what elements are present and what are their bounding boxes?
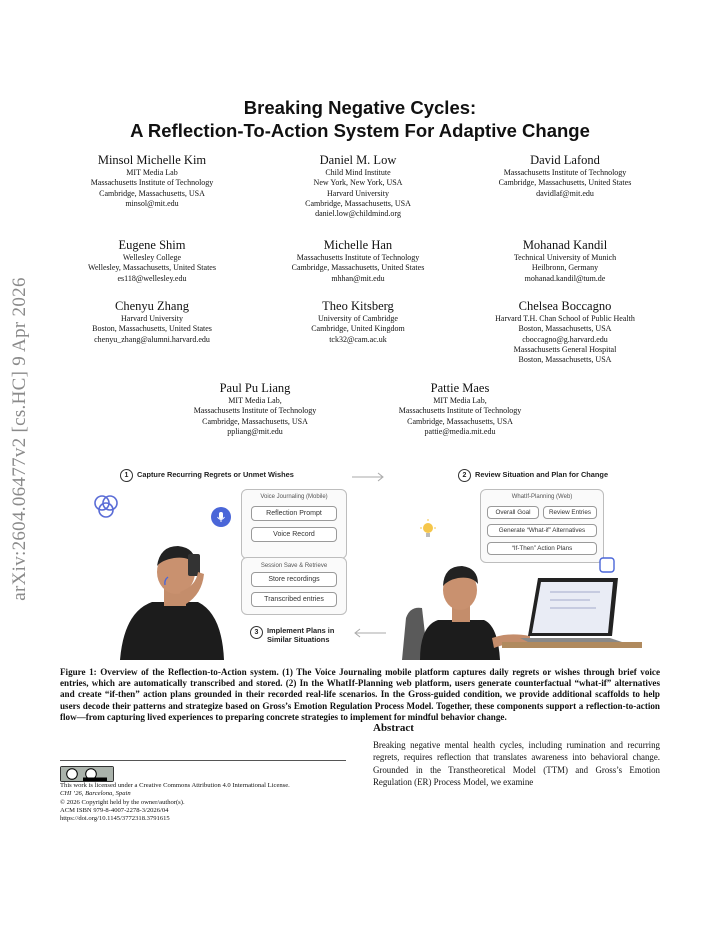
figure-caption: Figure 1: Overview of the Reflection-to-Action system. (1) The Voice Journaling mobile platform captures daily regrets or wishes through brief voice entries, which are automatically transcribed and stored. (2) In the WhatIf-Planning web platform, users generate counterfactual “what-if” alternatives and create “if-then” action plans grounded in their recorded real-life scenarios. In the Gross-guided condition, we provide additional scaffolds to help users decode their patterns and strategize based on Gross’s Emotion Regulation Process Model. Together, these components support a reflection-to-action flow—from capturing lived experiences to preparing concrete strategies to implement for mindful behavior change.: [60, 667, 660, 722]
paper-title-line1: Breaking Negative Cycles:: [243, 97, 477, 118]
author-block: [253, 299, 463, 345]
author-affiliation-line: Boston, Massachusetts, USA: [518, 324, 612, 334]
author-affiliation-line: Child Mind Institute: [325, 168, 391, 177]
doi-link[interactable]: https://doi.org/10.1145/3772318.3791615: [60, 815, 170, 823]
author-name: Theo Kitsberg: [322, 299, 394, 313]
arxiv-identifier: arXiv:2604.06477v2 [cs.HC] 9 Apr 2026: [9, 277, 30, 601]
author-name: Michelle Han: [323, 238, 393, 252]
author-name: Mohanad Kandil: [522, 238, 608, 252]
microphone-icon: [211, 507, 231, 527]
author-affiliation-line: MIT Media Lab: [126, 168, 178, 177]
author-affiliation-line: MIT Media Lab,: [433, 396, 487, 405]
author-affiliation-line: Cambridge, Massachusetts, USA: [407, 416, 513, 426]
author-name: Eugene Shim: [118, 238, 186, 252]
author-affiliation-line: Massachusetts Institute of Technology: [296, 253, 420, 262]
author-block: [47, 299, 257, 345]
session-save-header: Session Save & Retrieve: [260, 563, 328, 569]
author-affiliation-line: Cambridge, United Kingdom: [311, 324, 405, 334]
author-affiliation-line: daniel.low@childmind.org: [315, 209, 401, 219]
author-affiliation-line: Wellesley, Massachusetts, United States: [88, 263, 216, 273]
author-affiliation-line: Harvard University: [121, 314, 183, 323]
author-name: David Lafond: [530, 153, 600, 167]
author-block: [253, 238, 463, 284]
acm-isbn: ACM ISBN 979-8-4007-2278-3/2026/04: [60, 806, 169, 814]
author-affiliation-line: Cambridge, Massachusetts, United States: [291, 263, 425, 273]
license-statement: This work is licensed under a Creative Commons Attribution 4.0 International License.: [60, 782, 290, 789]
review-entries-box: Review Entries: [543, 506, 597, 519]
author-affiliation-line: Boston, Massachusetts, USA: [518, 355, 612, 365]
store-recordings-box: Store recordings: [251, 572, 337, 587]
author-affiliation-line: es118@wellesley.edu: [117, 273, 187, 283]
session-save-panel: [241, 557, 347, 615]
brain-network-icon: [92, 492, 120, 520]
step-1-number: 1: [120, 469, 133, 482]
author-affiliation-line: Wellesley College: [122, 253, 182, 262]
author-affiliation-line: minsol@mit.edu: [125, 198, 179, 208]
person-at-laptop-illustration: [400, 528, 645, 660]
transcribed-entries-box: Transcribed entries: [251, 592, 337, 607]
author-block: [47, 153, 257, 209]
author-affiliation-line: mohanad.kandil@tum.de: [524, 273, 606, 283]
author-affiliation-line: MIT Media Lab,: [228, 396, 282, 405]
generate-whatif-box: Generate “What-if” Alternatives: [487, 524, 597, 537]
author-name: Daniel M. Low: [319, 153, 397, 167]
author-affiliation-line: pattie@media.mit.edu: [424, 426, 496, 436]
paper-title-line2: A Reflection-To-Action System For Adaptive Change: [130, 120, 590, 141]
author-affiliation-line: ppliang@mit.edu: [227, 426, 283, 436]
license-divider: [60, 760, 346, 761]
step-3-text-line1: Implement Plans in: [267, 626, 335, 635]
whatif-planning-header: WhatIf-Planning (Web): [511, 494, 573, 500]
author-affiliation-line: Massachusetts Institute of Technology: [193, 406, 317, 416]
author-affiliation-line: Cambridge, Massachusetts, USA: [202, 416, 308, 426]
voice-record-box: Voice Record: [251, 527, 337, 542]
abstract-heading: Abstract: [373, 722, 414, 734]
author-affiliation-line: Boston, Massachusetts, United States: [92, 324, 212, 334]
person-with-phone-illustration: [110, 532, 230, 660]
conference-venue: CHI ’26, Barcelona, Spain: [60, 790, 131, 798]
figure-1: [60, 462, 660, 660]
author-affiliation-line: Cambridge, Massachusetts, USA: [99, 188, 205, 198]
author-affiliation-line: tck32@cam.ac.uk: [329, 334, 387, 344]
author-affiliation-line: Cambridge, Massachusetts, United States: [498, 178, 632, 188]
license-block: [60, 782, 360, 823]
author-affiliation-line: Cambridge, Massachusetts, USA: [305, 198, 411, 208]
arrow-right-icon: [352, 472, 386, 482]
author-affiliation-line: New York, New York, USA: [313, 178, 403, 188]
step-2-number: 2: [458, 469, 471, 482]
author-block: [460, 238, 670, 284]
creative-commons-badge: [60, 766, 114, 782]
author-name: Paul Pu Liang: [219, 381, 291, 395]
step-2-label: [458, 469, 608, 482]
author-block: [253, 153, 463, 219]
author-name: Chenyu Zhang: [115, 299, 189, 313]
author-name: Pattie Maes: [430, 381, 490, 395]
author-affiliation-line: mhhan@mit.edu: [331, 273, 385, 283]
author-name: Minsol Michelle Kim: [97, 153, 207, 167]
author-block: [355, 381, 565, 437]
author-affiliation-line: chenyu_zhang@alumni.harvard.edu: [94, 334, 210, 344]
author-affiliation-line: cboccagno@g.harvard.edu: [522, 334, 608, 344]
author-block: [460, 153, 670, 199]
overall-goal-box: Overall Goal: [487, 506, 539, 519]
author-block: [150, 381, 360, 437]
step-1-label: [120, 469, 294, 482]
voice-journaling-panel: [241, 489, 347, 559]
author-affiliation-line: Technical University of Munich: [513, 253, 617, 262]
voice-journaling-header: Voice Journaling (Mobile): [260, 494, 328, 500]
author-affiliation-line: Massachusetts Institute of Technology: [90, 178, 214, 188]
author-affiliation-line: Massachusetts Institute of Technology: [503, 168, 627, 177]
copyright-line: © 2026 Copyright held by the owner/author(s).: [60, 798, 185, 806]
reflection-prompt-box: Reflection Prompt: [251, 506, 337, 521]
author-name: Chelsea Boccagno: [518, 299, 612, 313]
author-affiliation-line: Heilbronn, Germany: [531, 263, 599, 273]
arrow-left-icon: [352, 628, 386, 638]
step-3-number: 3: [250, 626, 263, 639]
ifthen-plans-box: “If-Then” Action Plans: [487, 542, 597, 555]
author-affiliation-line: Massachusetts Institute of Technology: [398, 406, 522, 416]
author-affiliation-line: Harvard University: [327, 188, 389, 198]
author-affiliation-line: Massachusetts General Hospital: [513, 344, 617, 354]
author-block: [460, 299, 670, 365]
step-1-text: Capture Recurring Regrets or Unmet Wishes: [137, 470, 294, 479]
step-3-text-line2: Similar Situations: [267, 635, 330, 644]
author-affiliation-line: University of Cambridge: [318, 314, 398, 323]
author-affiliation-line: Harvard T.H. Chan School of Public Health: [495, 314, 635, 323]
author-block: [47, 238, 257, 284]
step-2-text: Review Situation and Plan for Change: [475, 470, 609, 479]
abstract-text: Breaking negative mental health cycles, including rumination and recurring regrets, requires reflection that translates awareness into behavioral change. Grounded in the Transtheoretical Model (TTM) and Gross’s Emotion Regulation (ER) Process Model, we examine: [373, 740, 660, 788]
author-affiliation-line: davidlaf@mit.edu: [536, 188, 594, 198]
